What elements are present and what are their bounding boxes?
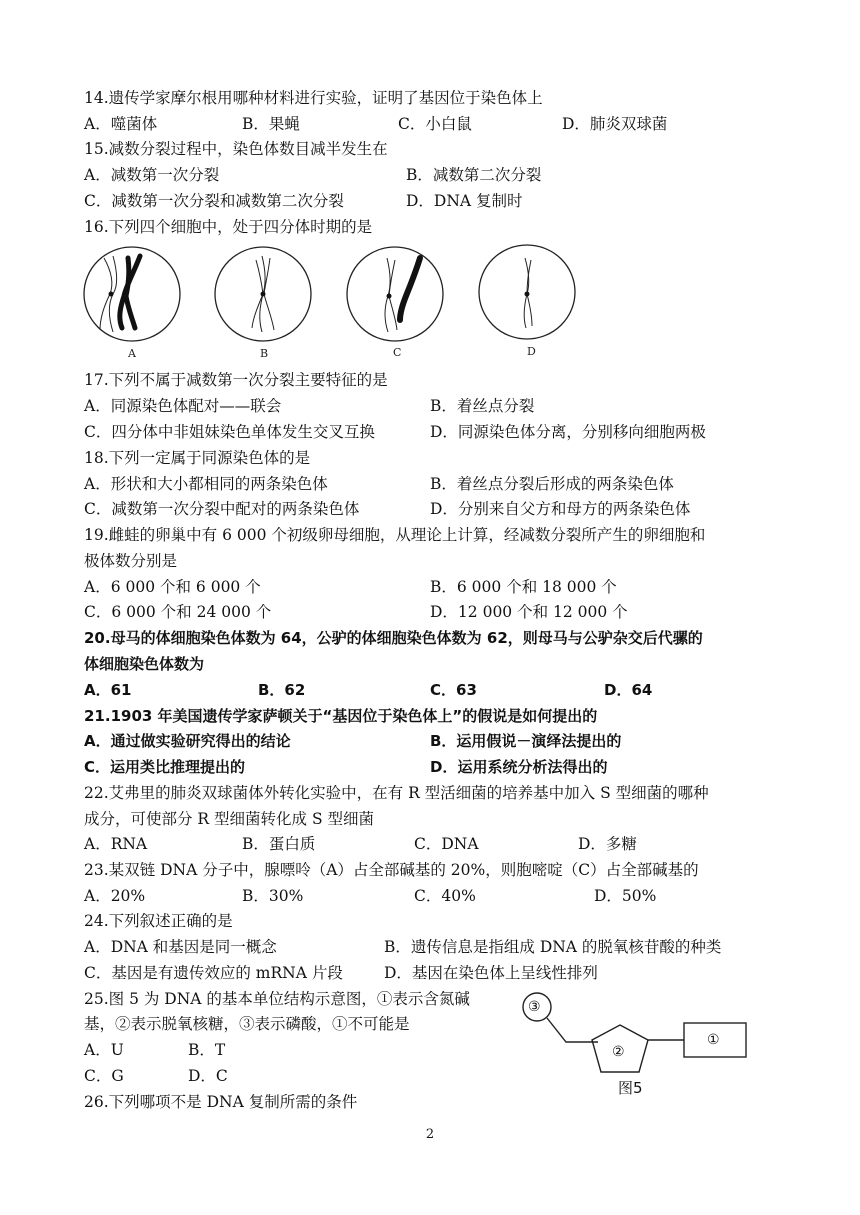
cell-c-diagram [347, 247, 443, 341]
q23-stem: 23.某双链 DNA 分子中，腺嘌呤（A）占全部碱基的 20%，则胞嘧啶（C）占全部碱基的 [84, 861, 699, 879]
q17-option-b: B．着丝点分裂 [430, 397, 535, 415]
figure-label-base: ① [707, 1032, 720, 1048]
q23-option-b: B．30% [242, 887, 304, 905]
q22-option-b: B．蛋白质 [242, 835, 316, 853]
q19-option-d: D．12 000 个和 12 000 个 [430, 603, 628, 621]
q25-option-d: D．C [188, 1067, 228, 1085]
q24-option-c: C．基因是有遗传效应的 mRNA 片段 [84, 964, 343, 982]
q22-stem-line2: 成分，可使部分 R 型细菌转化成 S 型细菌 [84, 810, 374, 828]
q20-option-b: B．62 [258, 681, 306, 699]
q23-option-c: C．40% [414, 887, 476, 905]
q18-option-a: A．形状和大小都相同的两条染色体 [84, 475, 328, 493]
q23-option-a: A．20% [84, 887, 146, 905]
q25-option-b: B．T [188, 1041, 226, 1059]
q24-option-a: A．DNA 和基因是同一概念 [84, 938, 277, 956]
q20-option-c: C．63 [430, 681, 477, 699]
q21-option-a: A．通过做实验研究得出的结论 [84, 732, 291, 750]
cell-b-diagram [215, 247, 311, 341]
cell-d-diagram [479, 245, 575, 339]
figure-label-phosphate: ③ [528, 999, 541, 1015]
q15-option-a: A．减数第一次分裂 [84, 166, 220, 184]
q16-stem: 16.下列四个细胞中，处于四分体时期的是 [84, 218, 373, 236]
q23-option-d: D．50% [594, 887, 657, 905]
figure-label-sugar: ② [612, 1044, 625, 1060]
q21-stem: 21.1903 年美国遗传学家萨顿关于“基因位于染色体上”的假说是如何提出的 [84, 707, 598, 725]
q15-stem: 15.减数分裂过程中，染色体数目减半发生在 [84, 140, 388, 158]
cell-label-a: A [128, 347, 136, 360]
q20-option-a: A．61 [84, 681, 132, 699]
q24-stem: 24.下列叙述正确的是 [84, 912, 233, 930]
q17-option-d: D．同源染色体分离，分别移向细胞两极 [430, 423, 706, 441]
cell-label-b: B [260, 347, 269, 360]
q17-option-a: A．同源染色体配对——联会 [84, 397, 282, 415]
q14-option-d: D．肺炎双球菌 [562, 115, 668, 133]
cell-label-c: C [393, 346, 402, 359]
q18-option-d: D．分别来自父方和母方的两条染色体 [430, 500, 691, 518]
q14-option-a: A．噬菌体 [84, 115, 158, 133]
q21-option-c: C．运用类比推理提出的 [84, 758, 246, 776]
q24-option-b: B．遗传信息是指组成 DNA 的脱氧核苷酸的种类 [384, 938, 722, 956]
q18-option-b: B．着丝点分裂后形成的两条染色体 [430, 475, 674, 493]
q18-stem: 18.下列一定属于同源染色体的是 [84, 449, 311, 467]
q15-option-d: D．DNA 复制时 [406, 192, 523, 210]
q26-stem: 26.下列哪项不是 DNA 复制所需的条件 [84, 1093, 358, 1111]
cell-a-diagram [84, 247, 180, 341]
q15-option-b: B．减数第二次分裂 [406, 166, 542, 184]
q19-option-c: C．6 000 个和 24 000 个 [84, 603, 272, 621]
q25-stem-line1: 25.图 5 为 DNA 的基本单位结构示意图，①表示含氮碱 [84, 990, 470, 1008]
q14-stem: 14.遗传学家摩尔根用哪种材料进行实验，证明了基因位于染色体上 [84, 89, 543, 107]
q19-stem-line2: 极体数分别是 [84, 552, 178, 570]
q18-option-c: C．减数第一次分裂中配对的两条染色体 [84, 500, 360, 518]
q25-option-c: C．G [84, 1067, 124, 1085]
q17-stem: 17.下列不属于减数第一次分裂主要特征的是 [84, 371, 388, 389]
q21-option-b: B．运用假说－演绎法提出的 [430, 732, 622, 750]
q17-option-c: C．四分体中非姐妹染色单体发生交叉互换 [84, 423, 375, 441]
q22-stem-line1: 22.艾弗里的肺炎双球菌体外转化实验中，在有 R 型活细菌的培养基中加入 S 型细菌的哪种 [84, 784, 709, 802]
q22-option-c: C．DNA [414, 835, 479, 853]
q25-option-a: A．U [84, 1041, 124, 1059]
q24-option-d: D．基因在染色体上呈线性排列 [384, 964, 598, 982]
q19-option-a: A．6 000 个和 6 000 个 [84, 578, 261, 596]
q22-option-d: D．多糖 [578, 835, 637, 853]
q20-stem-line2: 体细胞染色体数为 [84, 655, 205, 673]
q20-option-d: D．64 [604, 681, 653, 699]
q15-option-c: C．减数第一次分裂和减数第二次分裂 [84, 192, 344, 210]
q20-stem-line1: 20.母马的体细胞染色体数为 64，公驴的体细胞染色体数为 62，则母马与公驴杂交后代骡的 [84, 629, 703, 647]
cell-label-d: D [527, 345, 536, 358]
phosphate-sugar-bond [547, 1018, 598, 1042]
q22-option-a: A．RNA [84, 835, 148, 853]
q21-option-d: D．运用系统分析法得出的 [430, 758, 608, 776]
q16-cell-diagrams [0, 244, 860, 364]
figure-caption: 图5 [618, 1079, 643, 1097]
q14-option-b: B．果蝇 [242, 115, 300, 133]
page-number: 2 [425, 1127, 435, 1142]
q14-option-c: C．小白鼠 [398, 115, 472, 133]
q19-option-b: B．6 000 个和 18 000 个 [430, 578, 617, 596]
q19-stem-line1: 19.雌蛙的卵巢中有 6 000 个初级卵母细胞，从理论上计算，经减数分裂所产生的卵细胞和 [84, 526, 706, 544]
q25-stem-line2: 基，②表示脱氧核糖，③表示磷酸，①不可能是 [84, 1015, 410, 1033]
